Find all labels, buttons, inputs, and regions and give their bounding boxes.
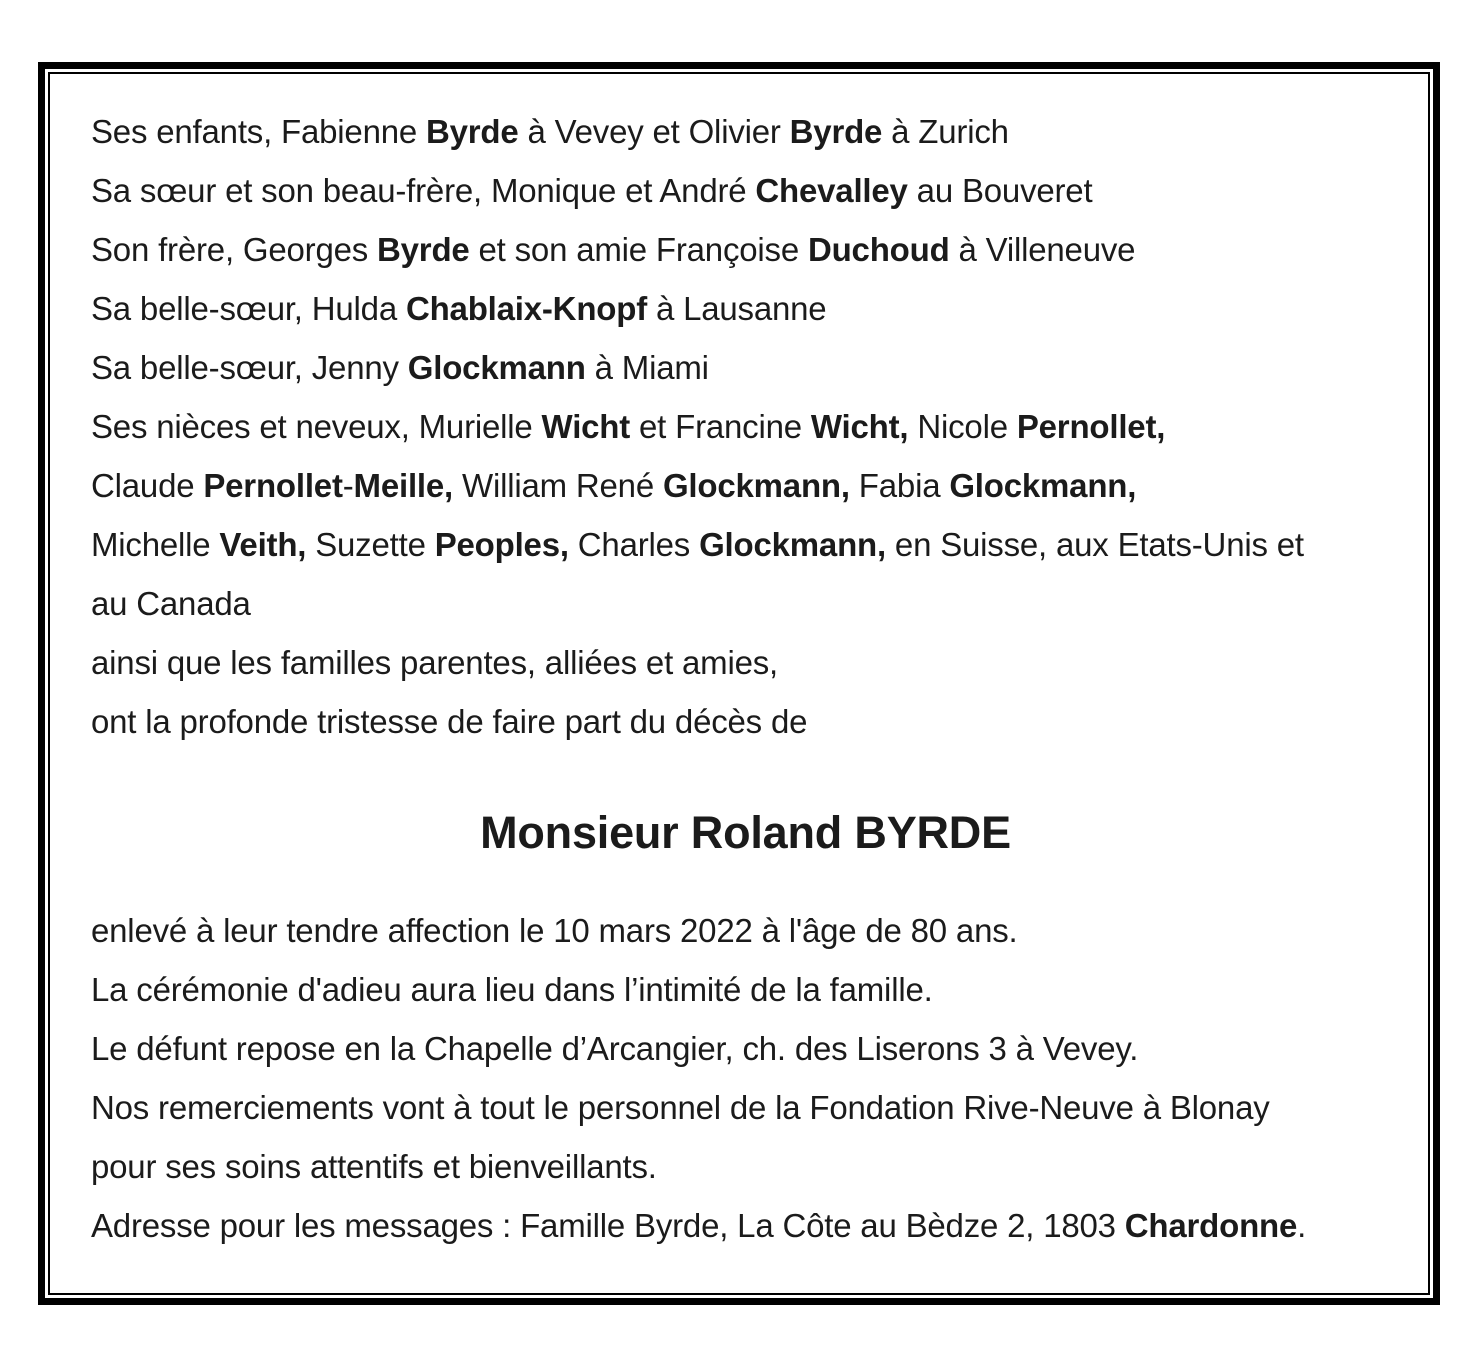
text-segment: enlevé à leur tendre affection le 10 mars 2022 à l'âge de 80 ans.: [91, 912, 1018, 949]
text-segment: Sa belle-sœur, Jenny: [91, 349, 408, 386]
text-segment: à Zurich: [882, 113, 1009, 150]
text-segment: Son frère, Georges: [91, 231, 378, 268]
text-segment: Pernollet,: [1016, 408, 1166, 445]
text-segment: Michelle: [91, 526, 220, 563]
text-line: [91, 161, 1400, 220]
text-segment: Sa sœur et son beau-frère, Monique et André: [91, 172, 756, 209]
text-segment: Glockmann,: [662, 467, 850, 504]
text-line: [91, 220, 1400, 279]
text-segment: Le défunt repose en la Chapelle d’Arcangier, ch. des Liserons 3 à Vevey.: [91, 1030, 1139, 1067]
text-segment: Charles: [568, 526, 700, 563]
announcement-content-area: [48, 72, 1430, 1295]
text-segment: à Vevey et Olivier: [518, 113, 790, 150]
text-segment: ainsi que les familles parentes, alliées et amies,: [91, 644, 779, 681]
text-line: [91, 692, 1400, 751]
deceased-name-title: Monsieur Roland BYRDE: [480, 807, 1011, 858]
text-segment: Adresse pour les messages : Famille Byrde, La Côte au Bèdze 2, 1803: [91, 1207, 1125, 1244]
text-line: [91, 279, 1400, 338]
text-segment: Nos remerciements vont à tout le personnel de la Fondation Rive-Neuve à Blonay: [91, 1089, 1270, 1126]
text-segment: Meille,: [353, 467, 454, 504]
text-segment: et Francine: [630, 408, 811, 445]
text-segment: Glockmann: [407, 349, 586, 386]
text-segment: Ses nièces et neveux, Murielle: [91, 408, 542, 445]
text-line: [91, 456, 1400, 515]
text-segment: Chablaix-Knopf: [405, 290, 647, 327]
text-segment: Nicole: [908, 408, 1017, 445]
text-segment: Claude: [91, 467, 204, 504]
text-segment: .: [1297, 1207, 1307, 1244]
text-segment: Suzette: [306, 526, 435, 563]
text-segment: La cérémonie d'adieu aura lieu dans l’intimité de la famille.: [91, 971, 933, 1008]
family-announcement-section: [91, 102, 1400, 751]
text-segment: Chardonne: [1124, 1207, 1298, 1244]
text-line: [91, 1196, 1400, 1255]
text-segment: Duchoud: [807, 231, 950, 268]
text-segment: Peoples,: [434, 526, 569, 563]
text-line: [91, 901, 1400, 960]
decorative-double-border-frame: [38, 62, 1440, 1305]
text-segment: Ses enfants, Fabienne: [91, 113, 426, 150]
text-segment: en Suisse, aux Etats-Unis et: [885, 526, 1304, 563]
text-segment: William René: [453, 467, 663, 504]
text-segment: au Canada: [91, 585, 251, 622]
ceremony-details-section: [91, 901, 1400, 1255]
text-segment: Sa belle-sœur, Hulda: [91, 290, 406, 327]
text-segment: -: [342, 467, 354, 504]
text-segment: pour ses soins attentifs et bienveillants.: [91, 1148, 657, 1185]
text-segment: à Villeneuve: [949, 231, 1136, 268]
text-line: [91, 102, 1400, 161]
text-segment: Byrde: [789, 113, 883, 150]
text-line: [91, 515, 1400, 574]
text-line: [91, 397, 1400, 456]
text-line: [91, 1137, 1400, 1196]
text-line: [91, 960, 1400, 1019]
text-line: [91, 574, 1400, 633]
text-segment: au Bouveret: [907, 172, 1093, 209]
text-segment: à Miami: [585, 349, 709, 386]
text-line: [91, 1078, 1400, 1137]
text-segment: Wicht,: [810, 408, 909, 445]
text-segment: à Lausanne: [646, 290, 827, 327]
text-segment: Chevalley: [755, 172, 908, 209]
text-segment: Glockmann,: [699, 526, 886, 563]
text-segment: Byrde: [377, 231, 470, 268]
text-segment: ont la profonde tristesse de faire part du décès de: [91, 703, 808, 740]
text-segment: Fabia: [849, 467, 950, 504]
text-segment: Pernollet: [203, 467, 343, 504]
text-segment: Byrde: [426, 113, 519, 150]
text-segment: Wicht: [541, 408, 631, 445]
text-line: [91, 633, 1400, 692]
text-line: [91, 1019, 1400, 1078]
text-segment: Veith,: [219, 526, 307, 563]
text-line: [91, 338, 1400, 397]
text-segment: Glockmann,: [949, 467, 1137, 504]
text-segment: et son amie Françoise: [469, 231, 808, 268]
